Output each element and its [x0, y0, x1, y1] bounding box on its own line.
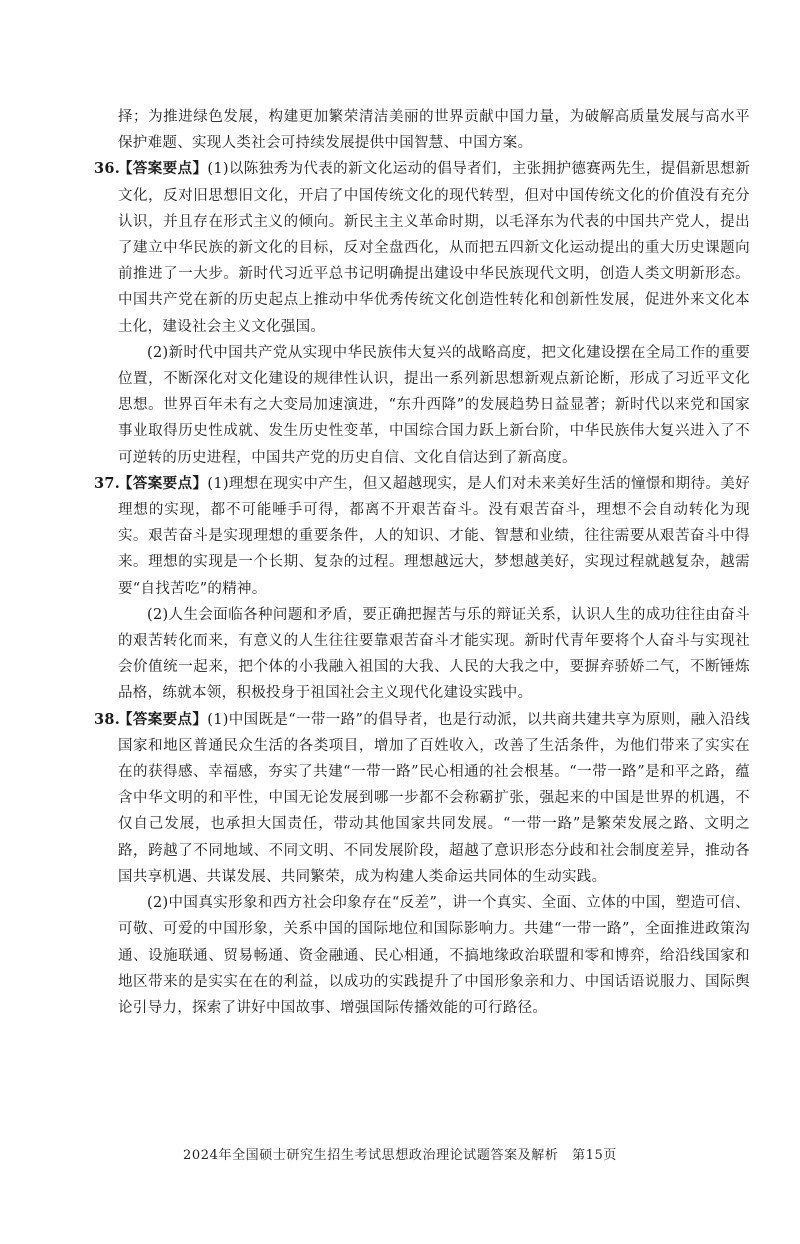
question-38-part-1 — [94, 707, 750, 890]
question-38-part-2: (2)中国真实形象和西方社会印象存在“反差”，讲一个真实、全面、立体的中国，塑造可信、可敬、可爱的中国形象，关系中国的国际地位和国际影响力。共建“一带一路”，全面推进政策沟通、设施联通、贸易畅通、资金融通、民心相通，不搞地缘政治联盟和零和博弈，给沿线国家和地区带来的是实实在在的利益，以成功的实践提升了中国形象亲和力、中国话语说服力、国际舆论引导力，探索了讲好中国故事、增强国际传播效能的可行路径。 — [118, 895, 750, 1016]
question-37-part-2: (2)人生会面临各种问题和矛盾，要正确把握苦与乐的辩证关系，认识人生的成功往往由奋斗的艰苦转化而来，有意义的人生往往要靠艰苦奋斗才能实现。新时代青年要将个人奋斗与实现社会价值统一起来，把个体的小我融入祖国的大我、人民的大我之中，要摒弃骄娇二气，不断锤炼品格，练就本领，积极投身于祖国社会主义现代化建设实践中。 — [118, 606, 750, 702]
question-37-label: 【答案要点】 — [118, 474, 208, 492]
page-footer: 2024年全国硕士研究生招生考试思想政治理论试题答案及解析 第15页 — [182, 1148, 618, 1163]
continuation-paragraph: 择；为推进绿色发展，构建更加繁荣清洁美丽的世界贡献中国力量，为破解高质量发展与高水平保护难题、实现人类社会可持续发展提供中国智慧、中国方案。 — [118, 109, 750, 152]
question-36-number: 36. — [94, 160, 121, 178]
question-36-part-1-text: (1)以陈独秀为代表的新文化运动的倡导者们，主张拥护德赛两先生，提倡新思想新文化，反对旧思想旧文化，开启了中国传统文化的现代转型，但对中国传统文化的价值没有充分认识，并且存在形式主义的倾向。新民主主义革命时期，以毛泽东为代表的中国共产党人，提出了建立中华民族的新文化的目标，反对全盘西化，从而把五四新文化运动提出的重大历史课题向前推进了一大步。新时代习近平总书记明确提出建设中华民族现代文明，创造人类文明新形态。中国共产党在新的历史起点上推动中华优秀传统文化创造性转化和创新性发展，促进外来文化本土化，建设社会主义文化强国。 — [118, 161, 750, 335]
question-36-part-1 — [94, 156, 750, 339]
question-38-number: 38. — [94, 710, 121, 728]
question-37-part-1 — [94, 471, 750, 602]
question-37-part-1-text: (1)理想在现实中产生，但又超越现实，是人们对未来美好生活的憧憬和期待。美好理想的实现，都不可能唾手可得，都离不开艰苦奋斗。没有艰苦奋斗，理想不会自动转化为现实。艰苦奋斗是实现理想的重要条件，人的知识、才能、智慧和业绩，往往需要从艰苦奋斗中得来。理想的实现是一个长期、复杂的过程。理想越远大，梦想越美好，实现过程就越复杂，越需要“自找苦吃”的精神。 — [118, 475, 750, 597]
question-38-part-1-text: (1)中国既是“一带一路”的倡导者，也是行动派，以共商共建共享为原则，融入沿线国家和地区普通民众生活的各类项目，增加了百姓收入，改善了生活条件，为他们带来了实实在在的获得感、幸福感，夯实了共建“一带一路”民心相通的社会根基。“一带一路”是和平之路，蕴含中华文明的和平性，中国无论发展到哪一步都不会称霸扩张，强起来的中国是世界的机遇，不仅自己发展，也承担大国责任，带动其他国家共同发展。“一带一路”是繁荣发展之路、文明之路，跨越了不同地域、不同文明、不同发展阶段，超越了意识形态分歧和社会制度差异，推动各国共享机遇、共谋发展、共同繁荣，成为构建人类命运共同体的生动实践。 — [118, 711, 750, 885]
answer-content — [0, 104, 800, 1021]
question-36-part-2: (2)新时代中国共产党从实现中华民族伟大复兴的战略高度，把文化建设摆在全局工作的重要位置，不断深化对文化建设的规律性认识，提出一系列新思想新观点新论断，形成了习近平文化思想。世界百年未有之大变局加速演进，“东升西降”的发展趋势日益显著；新时代以来党和国家事业取得历史性成就、发生历史性变革，中国综合国力跃上新台阶，中华民族伟大复兴进入了不可逆转的历史进程，中国共产党的历史自信、文化自信达到了新高度。 — [118, 344, 750, 466]
question-38-label: 【答案要点】 — [118, 710, 208, 728]
question-37-number: 37. — [94, 474, 121, 492]
question-36-label: 【答案要点】 — [118, 160, 208, 178]
